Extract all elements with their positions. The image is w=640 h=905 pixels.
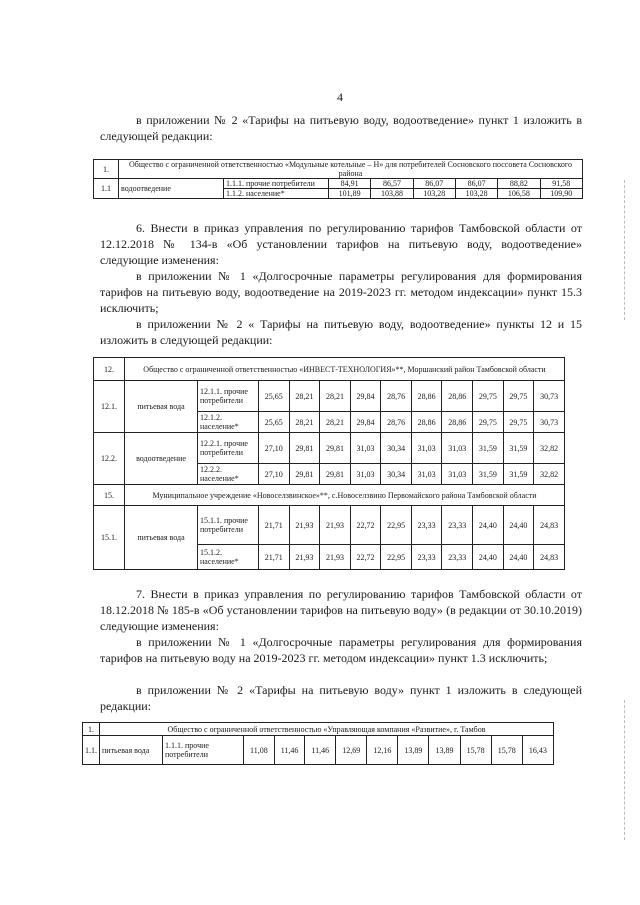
tariff-value: 28,21 [320,412,351,433]
tariff-value: 13,89 [429,736,460,765]
tariff-value: 29,81 [289,464,320,485]
consumer-category: 15.1.2. население* [198,545,259,570]
tariff-value: 31,59 [503,464,534,485]
tariff-value: 32,82 [534,433,565,464]
tariff-value: 12,69 [336,736,367,765]
scan-edge-mark [624,180,627,320]
tariff-value: 23,33 [411,506,442,545]
item-number: 1.1 [94,179,119,199]
item-number: 15.1. [94,506,125,570]
tariff-table-2 [93,357,565,570]
tariff-value: 11,46 [274,736,305,765]
item-number: 12.2. [94,433,125,485]
tariff-value: 23,33 [442,506,473,545]
tariff-value: 25,65 [259,412,290,433]
tariff-value: 31,59 [503,433,534,464]
tariff-value: 28,21 [320,381,351,412]
tariff-value: 22,95 [381,545,412,570]
tariff-value: 31,59 [473,433,504,464]
tariff-value: 29,75 [503,381,534,412]
table-row [94,179,583,189]
tariff-value: 21,71 [259,506,290,545]
item-number: 1.1. [83,736,100,765]
paragraph-section-6-appendix-1: в приложении № 1 «Долгосрочные параметры регулирования для формирования тарифов на питьевую воду, водоотведение на 2019-2023 гг. методом индексации» пункт 15.3 исключить; [100,269,582,315]
tariff-value: 84,91 [329,179,371,189]
tariff-value: 86,07 [413,179,455,189]
tariff-value: 31,03 [350,433,381,464]
tariff-value: 28,86 [442,412,473,433]
tariff-value: 103,28 [455,189,497,199]
tariff-value: 24,83 [534,545,565,570]
tariff-value: 32,82 [534,464,565,485]
tariff-value: 23,33 [411,545,442,570]
tariff-value: 29,81 [320,464,351,485]
tariff-value: 31,03 [411,433,442,464]
tariff-value: 15,78 [491,736,522,765]
tariff-table-1 [93,159,583,199]
tariff-value: 28,86 [442,381,473,412]
tariff-value: 24,40 [473,506,504,545]
tariff-value: 31,03 [442,464,473,485]
organization-name: Муниципальное учреждение «Новоселзвинское»**, с.Новоселзвино Первомайского района Тамбовской области [125,485,565,506]
tariff-value: 22,95 [381,506,412,545]
table-row [94,506,565,545]
tariff-value: 31,03 [411,464,442,485]
table-row [94,358,565,381]
organization-name: Общество с ограниченной ответственностью «Модульные котельные – Н» для потребителей Сосновского поссовета Сосновского района [119,160,583,179]
table-row [83,723,554,736]
tariff-value: 22,72 [350,506,381,545]
tariff-value: 101,89 [329,189,371,199]
item-number: 1. [83,723,100,736]
service-type: питьевая вода [100,736,163,765]
consumer-category: 12.2.2. население* [198,464,259,485]
tariff-value: 103,28 [413,189,455,199]
tariff-value: 106,58 [498,189,540,199]
tariff-value: 21,93 [289,545,320,570]
tariff-value: 12,16 [367,736,398,765]
tariff-value: 29,84 [350,381,381,412]
tariff-value: 23,33 [442,545,473,570]
tariff-value: 28,86 [411,412,442,433]
paragraph-section-7: 7. Внести в приказ управления по регулированию тарифов Тамбовской области от 18.12.2018 № 185-в «Об установлении тарифов на питьевую воду» (в редакции от 30.10.2019) следующие изменения: [100,587,582,633]
tariff-table-3 [82,722,554,765]
table-row [83,736,554,765]
tariff-value: 21,93 [320,506,351,545]
organization-name: Общество с ограниченной ответственностью «Управляющая компания «Развитие», г. Тамбов [100,723,554,736]
item-number: 1. [94,160,119,179]
service-type: водоотведение [125,433,198,485]
organization-name: Общество с ограниченной ответственностью «ИНВЕСТ-ТЕХНОЛОГИЯ»**, Моршанский район Тамбовской области [125,358,565,381]
tariff-value: 21,93 [320,545,351,570]
tariff-value: 24,40 [473,545,504,570]
tariff-value: 29,75 [503,412,534,433]
tariff-value: 16,43 [522,736,553,765]
item-number: 12. [94,358,125,381]
service-type: водоотведение [119,179,224,199]
tariff-value: 91,58 [540,179,582,189]
tariff-value: 28,21 [289,412,320,433]
table-row [94,381,565,412]
tariff-value: 30,73 [534,412,565,433]
page-number: 4 [337,90,343,104]
tariff-value: 22,72 [350,545,381,570]
tariff-value: 13,89 [398,736,429,765]
consumer-category: 12.1.1. прочие потребители [198,381,259,412]
tariff-value: 25,65 [259,381,290,412]
tariff-value: 29,75 [473,412,504,433]
scan-edge-mark [624,700,627,840]
tariff-value: 88,82 [498,179,540,189]
paragraph-section-6: 6. Внести в приказ управления по регулированию тарифов Тамбовской области от 12.12.2018 № 134-в «Об установлении тарифов на питьевую воду, водоотведение» следующие изменения: [100,221,582,267]
table-row [94,160,583,179]
tariff-value: 103,88 [371,189,413,199]
tariff-value: 11,08 [244,736,275,765]
item-number: 12.1. [94,381,125,433]
tariff-value: 109,90 [540,189,582,199]
consumer-category: 1.1.1. прочие потребители [163,736,244,765]
paragraph-intro-appendix-2: в приложении № 2 «Тарифы на питьевую воду, водоотведение» пункт 1 изложить в следующей редакции: [100,113,582,143]
tariff-value: 86,07 [455,179,497,189]
consumer-category: 1.1.1. прочие потребители [224,179,329,189]
tariff-value: 24,83 [534,506,565,545]
tariff-value: 11,46 [305,736,336,765]
tariff-value: 28,86 [411,381,442,412]
tariff-value: 21,93 [289,506,320,545]
consumer-category: 15.1.1. прочие потребители [198,506,259,545]
tariff-value: 86,57 [371,179,413,189]
service-type: питьевая вода [125,381,198,433]
tariff-value: 30,34 [381,433,412,464]
paragraph-section-7-appendix-2: в приложении № 2 «Тарифы на питьевую воду» пункт 1 изложить в следующей редакции: [100,683,582,713]
consumer-category: 12.2.1. прочие потребители [198,433,259,464]
tariff-value: 28,76 [381,381,412,412]
tariff-value: 30,73 [534,381,565,412]
tariff-value: 29,75 [473,381,504,412]
table-row [94,433,565,464]
tariff-value: 27,10 [259,464,290,485]
tariff-value: 29,84 [350,412,381,433]
tariff-value: 24,40 [503,506,534,545]
paragraph-section-6-appendix-2: в приложении № 2 « Тарифы на питьевую воду, водоотведение» пункты 12 и 15 изложить в следующей редакции: [100,317,582,347]
table-row [94,485,565,506]
tariff-value: 15,78 [460,736,491,765]
consumer-category: 1.1.2. население* [224,189,329,199]
tariff-value: 30,34 [381,464,412,485]
tariff-value: 24,40 [503,545,534,570]
consumer-category: 12.1.2. население* [198,412,259,433]
item-number: 15. [94,485,125,506]
tariff-value: 31,59 [473,464,504,485]
tariff-value: 21,71 [259,545,290,570]
tariff-value: 28,76 [381,412,412,433]
tariff-value: 28,21 [289,381,320,412]
tariff-value: 29,81 [320,433,351,464]
tariff-value: 29,81 [289,433,320,464]
service-type: питьевая вода [125,506,198,570]
tariff-value: 31,03 [442,433,473,464]
tariff-value: 31,03 [350,464,381,485]
tariff-value: 27,10 [259,433,290,464]
paragraph-section-7-appendix-1: в приложении № 1 «Долгосрочные параметры регулирования для формирования тарифов на питьевую воду на 2019-2023 гг. методом индексации» пункт 1.3 исключить; [100,635,582,665]
